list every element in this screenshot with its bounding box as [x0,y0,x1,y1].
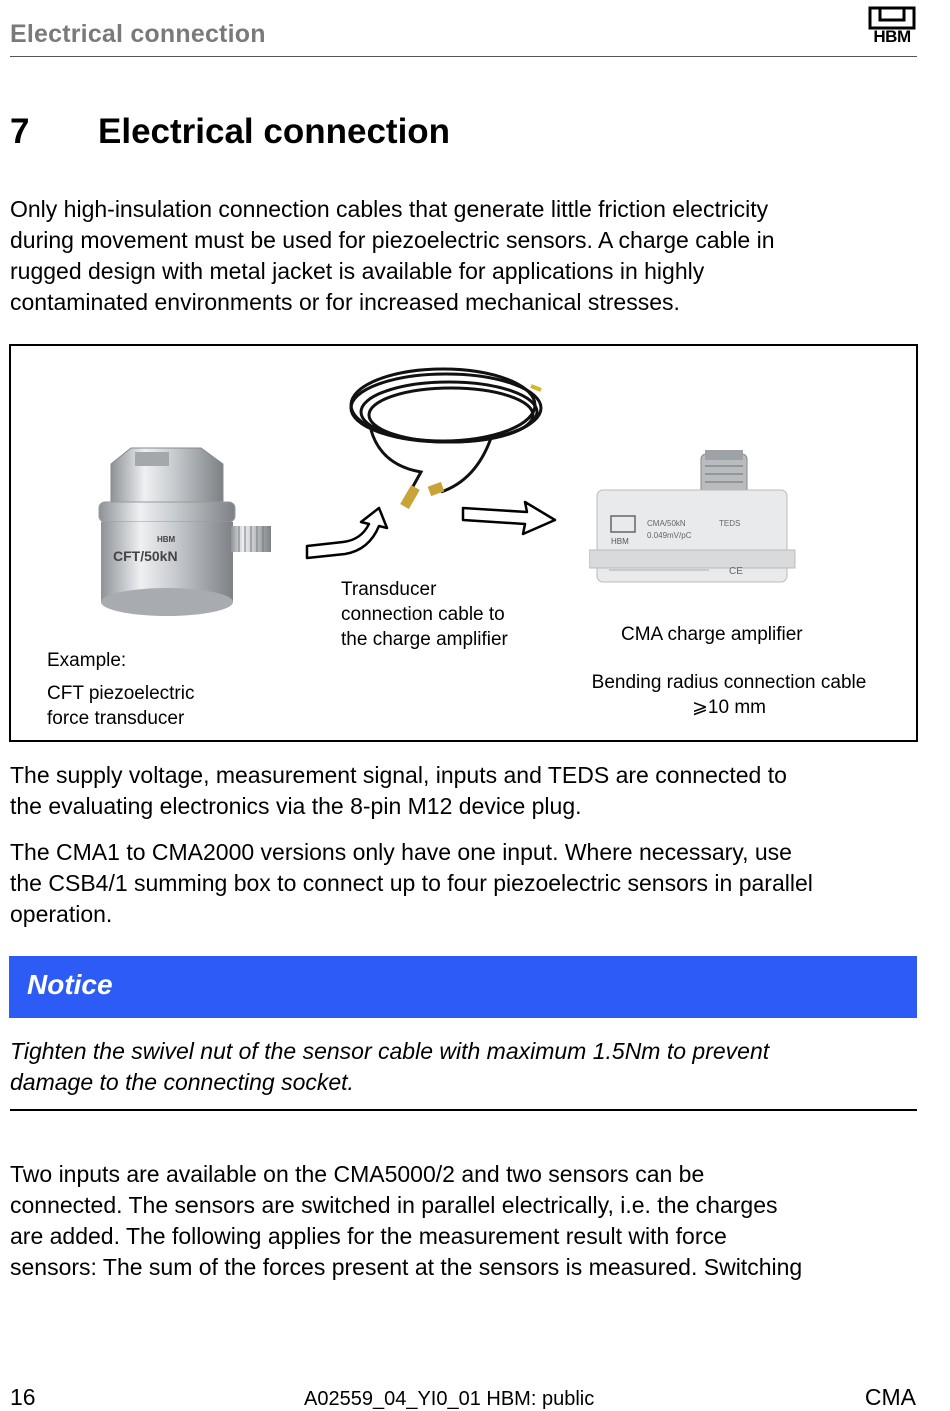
arrow-right-icon [461,498,561,538]
text-line: damage to the connecting socket. [10,1069,354,1095]
transducer-brand: HBM [157,535,176,544]
charge-cable-image [341,360,561,520]
text-line: Tighten the swivel nut of the sensor cable with maximum 1.5Nm to prevent [10,1038,770,1064]
chapter-number: 7 [10,112,30,151]
hbm-logo-text: HBM [873,27,911,46]
cable-caption [341,577,508,652]
hbm-logo [866,6,918,48]
transducer-marking: CFT/50kN [113,548,178,564]
transducer-caption-example: Example: [47,650,127,671]
chapter-title: Electrical connection [98,112,451,151]
text-line: connected. The sensors are switched in parallel electrically, i.e. the charges [10,1192,778,1218]
running-header-title: Electrical connection [10,20,266,48]
transducer-caption [47,681,194,731]
notice-text [10,1036,910,1098]
text-line: the evaluating electronics via the 8-pin M12 device plug. [10,793,582,819]
text-line: contaminated environments or for increased mechanical stresses. [10,289,680,315]
text-line: the CSB4/1 summing box to connect up to four piezoelectric sensors in parallel [10,870,813,896]
caption-line: CFT piezoelectric [47,683,195,704]
notice-bar [9,956,917,1018]
footer-product: CMA [864,1384,916,1410]
document-id: A02559_04_YI0_01 HBM: public [304,1388,595,1410]
caption-line: force transducer [47,708,185,729]
caption-line: Bending radius connection cable [591,672,867,693]
versions-paragraph [10,837,920,930]
amplifier-caption: CMA charge amplifier [621,624,803,645]
amplifier-brand: HBM [611,537,629,546]
caption-line: connection cable to [341,604,505,625]
bending-radius-caption [571,670,887,720]
supply-paragraph [10,760,920,822]
text-line: during movement must be used for piezoelectric sensors. A charge cable in [10,227,775,253]
notice-label: Notice [27,969,113,1000]
amplifier-model: CMA/50kN [647,519,686,528]
text-line: The CMA1 to CMA2000 versions only have one input. Where necessary, use [10,839,792,865]
text-line: Only high-insulation connection cables that generate little friction electricity [10,196,769,222]
amplifier-sensitivity: 0.049mV/pC [647,531,692,540]
inputs-paragraph [10,1159,920,1283]
caption-line: Transducer [341,579,437,600]
cft-force-transducer-image [91,444,291,634]
page-number: 16 [10,1384,36,1410]
text-line: rugged design with metal jacket is available for applications in highly [10,258,705,284]
text-line: operation. [10,901,113,927]
header-rule [10,56,917,57]
amplifier-teds: TEDS [719,519,741,528]
figure-frame [9,344,918,742]
text-line: sensors: The sum of the forces present at the sensors is measured. Switching [10,1254,803,1280]
notice-rule [10,1109,917,1111]
caption-line: ⩾10 mm [692,697,766,718]
text-line: The supply voltage, measurement signal, inputs and TEDS are connected to [10,762,787,788]
amplifier-ce-mark: CE [729,566,743,577]
text-line: are added. The following applies for the measurement result with force [10,1223,727,1249]
cma-charge-amplifier-image [589,446,799,596]
caption-line: the charge amplifier [341,629,508,650]
intro-paragraph [10,194,920,318]
text-line: Two inputs are available on the CMA5000/2 and two sensors can be [10,1161,705,1187]
